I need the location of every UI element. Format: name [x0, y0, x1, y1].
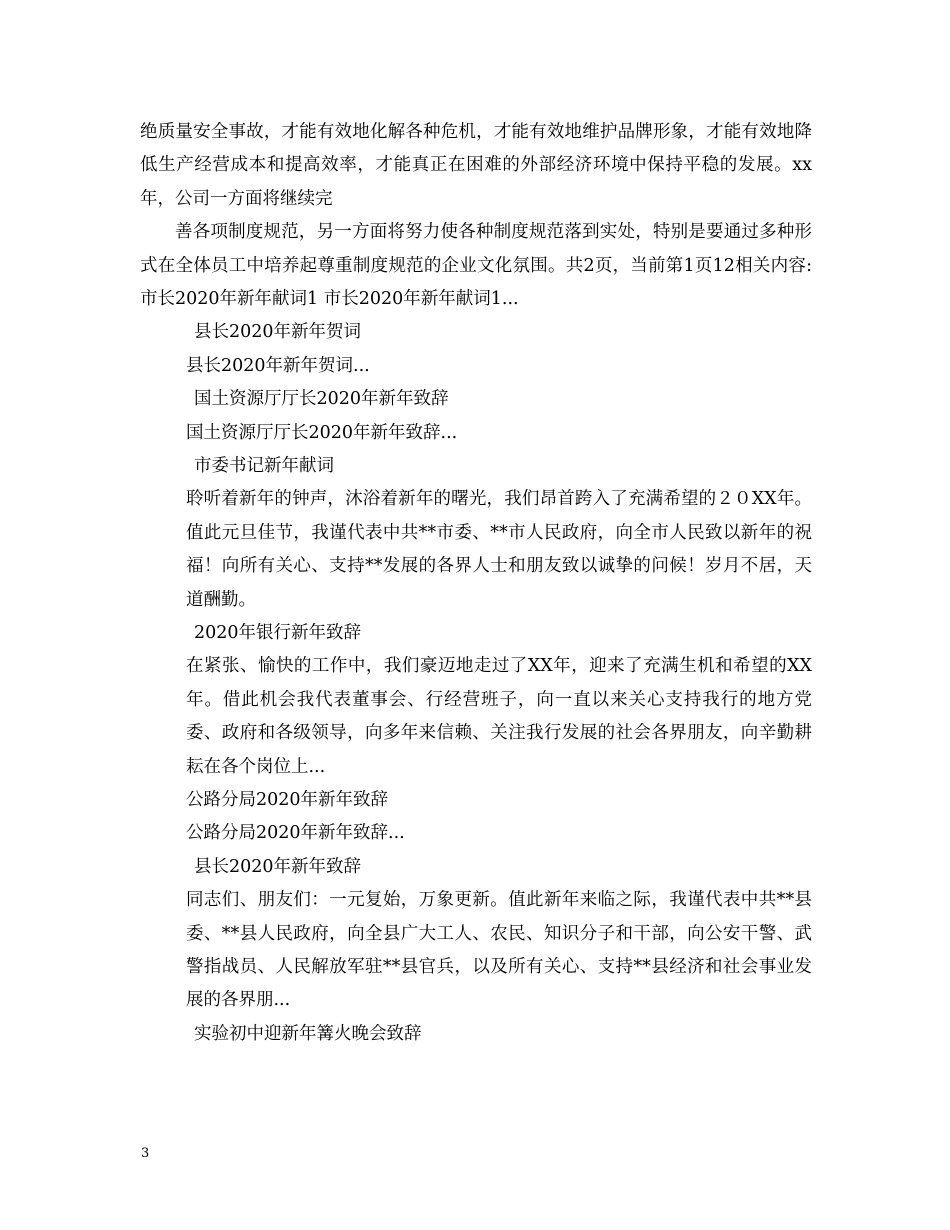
summary-bank-speech: 在紧张、愉快的工作中，我们豪迈地走过了XX年，迎来了充满生机和希望的XX年。借此机会我代表董事会、行经营班子，向一直以来关心支持我行的地方党委、政府和各级领导，向多年来信赖、关注我行发展的社会各界朋友，向辛勤耕耘在各个岗位上... [186, 656, 812, 777]
summary-highway-bureau-speech: 公路分局2020年新年致辞... [186, 823, 405, 844]
paragraph-quality-safety: 绝质量安全事故，才能有效地化解各种危机，才能有效地维护品牌形象，才能有效地降低生产经营成本和提高效率，才能真正在困难的外部经济环境中保持平稳的发展。xx年，公司一方面将继续完 [140, 122, 812, 209]
heading-county-head-greeting: 县长2020年新年贺词 [194, 322, 362, 343]
page-number: 3 [141, 1146, 150, 1161]
heading-bonfire-party-speech: 实验初中迎新年篝火晚会致辞 [194, 1023, 422, 1044]
heading-party-secretary-address: 市委书记新年献词 [194, 456, 334, 476]
summary-county-head-greeting: 县长2020年新年贺词... [186, 355, 370, 376]
heading-highway-bureau-speech: 公路分局2020年新年致辞 [186, 790, 389, 811]
document-body [140, 116, 812, 1051]
summary-party-secretary-address: 聆听着新年的钟声，沐浴着新年的曙光，我们昂首跨入了充满希望的２０XX年。值此元旦佳节，我谨代表中共**市委、**市人民政府，向全市人民致以新年的祝福！向所有关心、支持**发展的各界人士和朋友致以诚挚的问候！岁月不居，天道酬勤。 [186, 489, 812, 610]
heading-land-resources-speech: 国土资源厅厅长2020年新年致辞 [194, 389, 449, 410]
paragraph-rules-culture: 善各项制度规范，另一方面将努力使各种制度规范落到实处，特别是要通过多种形式在全体员工中培养起尊重制度规范的企业文化氛围。共2页，当前第1页12相关内容:市长2020年新年献词1 市长2020年新年献词1... [140, 222, 812, 310]
heading-bank-speech: 2020年银行新年致辞 [194, 623, 362, 644]
heading-county-head-speech: 县长2020年新年致辞 [194, 856, 362, 877]
summary-county-head-speech: 同志们、朋友们：一元复始，万象更新。值此新年来临之际，我谨代表中共**县委、**县人民政府，向全县广大工人、农民、知识分子和干部，向公安干警、武警指战员、人民解放军驻**县官兵，以及所有关心、支持**县经济和社会事业发展的各界朋... [186, 890, 812, 1011]
summary-land-resources-speech: 国土资源厅厅长2020年新年致辞... [186, 422, 458, 443]
